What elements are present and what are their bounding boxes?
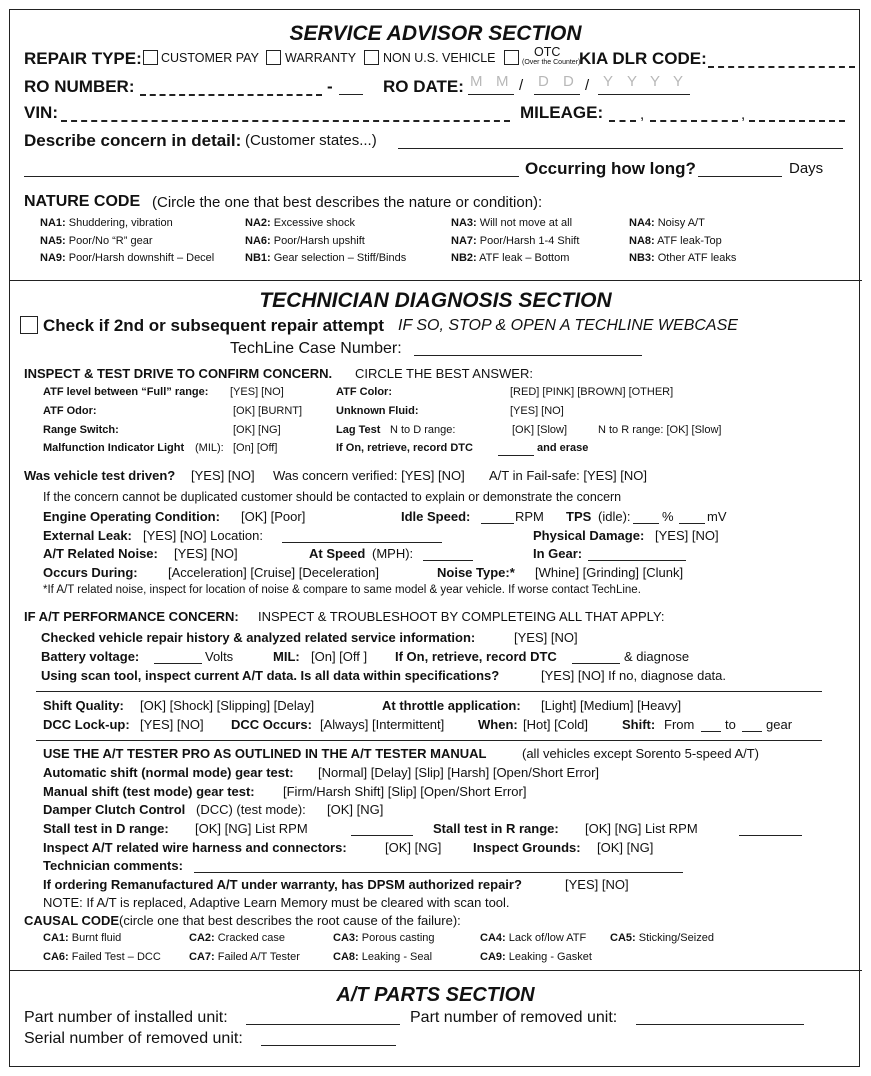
case-number-field[interactable]	[414, 355, 642, 356]
causal-code-label: CAUSAL CODE	[24, 913, 120, 928]
describe-concern-hint: (Customer states...)	[245, 132, 377, 149]
nature-code-text: Gear selection – Stiff/Binds	[273, 252, 407, 264]
tps-mv-field[interactable]	[679, 523, 705, 524]
mil-erase-label: and erase	[537, 442, 589, 454]
nature-code-item[interactable]	[451, 236, 579, 247]
damper-paren: (DCC) (test mode):	[196, 802, 306, 817]
tech-comments-field[interactable]	[194, 872, 683, 873]
days-label: Days	[789, 160, 824, 177]
auto-shift-options[interactable]: [Normal] [Delay] [Slip] [Harsh] [Open/Short Error]	[318, 765, 600, 780]
idle-speed-unit: RPM	[515, 509, 544, 524]
mil2-retrieve-label: If On, retrieve, record DTC	[395, 649, 557, 664]
nature-code-item[interactable]	[40, 218, 173, 229]
stall-r-label: Stall test in R range:	[433, 821, 559, 836]
causal-code-item[interactable]	[480, 933, 586, 944]
nature-code: NA8:	[629, 235, 655, 247]
nature-code: NB1:	[245, 252, 271, 264]
occurring-days-field[interactable]	[698, 176, 782, 177]
causal-code-item[interactable]	[189, 933, 285, 944]
manual-shift-options[interactable]: [Firm/Harsh Shift] [Slip] [Open/Short Error]	[283, 784, 527, 799]
noise-type-label: Noise Type:*	[437, 565, 515, 580]
shift-quality-options[interactable]: [OK] [Shock] [Slipping] [Delay]	[140, 698, 315, 713]
mil-paren: (MIL):	[195, 442, 224, 454]
nature-code-text: Poor/Harsh upshift	[273, 235, 365, 247]
mil-label: Malfunction Indicator Light	[43, 442, 185, 454]
stall-r-rpm-field[interactable]	[739, 835, 802, 836]
causal-code-item[interactable]	[480, 952, 592, 963]
reman-options[interactable]: [YES] [NO]	[565, 877, 629, 892]
nature-code-item[interactable]	[451, 218, 572, 229]
nature-code-text: Other ATF leaks	[657, 252, 737, 264]
lag-test-n-to-d: N to D range:	[390, 424, 456, 436]
dcc-occurs-label: DCC Occurs:	[231, 717, 312, 732]
shift-quality-label: Shift Quality:	[43, 698, 124, 713]
unknown-fluid-label: Unknown Fluid:	[336, 405, 419, 417]
test-driven-options[interactable]: [YES] [NO]	[191, 468, 255, 483]
ro-number-dash: -	[327, 77, 333, 96]
tech-comments-label: Technician comments:	[43, 858, 183, 873]
noise-footnote: *If A/T related noise, inspect for location of noise & compare to same model & year vehicle. If worse contact TechLine.	[43, 584, 641, 596]
repair-type-label: REPAIR TYPE:	[24, 49, 142, 68]
causal-code-text: Sticking/Seized	[638, 932, 714, 944]
mil2-diagnose: & diagnose	[624, 649, 690, 664]
second-attempt-label: Check if 2nd or subsequent repair attempt	[43, 316, 385, 335]
ro-date-day-2: D	[563, 73, 574, 90]
nature-code: NB3:	[629, 252, 655, 264]
nature-code-item[interactable]	[629, 236, 722, 247]
tps-percent-field[interactable]	[633, 523, 659, 524]
external-leak-location-field[interactable]	[282, 542, 442, 543]
concern-verified[interactable]: Was concern verified: [YES] [NO]	[273, 468, 465, 483]
grounds-options[interactable]: [OK] [NG]	[597, 840, 654, 855]
nature-code-text: Poor/Harsh 1-4 Shift	[479, 235, 580, 247]
causal-code-hint: (circle one that best describes the root cause of the failure):	[119, 913, 461, 928]
mileage-field-2[interactable]	[650, 120, 738, 122]
duplicate-note: If the concern cannot be duplicated customer should be contacted to explain or demonstrate the concern	[43, 490, 622, 504]
harness-options[interactable]: [OK] [NG]	[385, 840, 442, 855]
nature-code-text: Poor/No “R” gear	[68, 235, 153, 247]
parts-title: A/T PARTS SECTION	[336, 984, 535, 1006]
ro-date-day-1: D	[538, 73, 549, 90]
tps-paren: (idle):	[598, 509, 631, 524]
mileage-sep: ,	[640, 106, 645, 123]
kia-dlr-code-label: KIA DLR CODE:	[579, 49, 707, 68]
mil2-label: MIL:	[273, 649, 300, 664]
tps-mv-unit: mV	[707, 509, 727, 524]
divider-line	[36, 740, 822, 741]
tester-heading: USE THE A/T TESTER PRO AS OUTLINED IN THE A/T TESTER MANUAL	[43, 746, 487, 761]
ro-date-month-2: M	[496, 73, 509, 90]
stall-d-label: Stall test in D range:	[43, 821, 169, 836]
causal-code-item[interactable]	[333, 933, 435, 944]
nature-code-item[interactable]	[245, 253, 406, 264]
mileage-sep: ,	[741, 106, 746, 123]
at-speed-label: At Speed	[309, 546, 366, 561]
section-divider	[9, 970, 862, 971]
external-leak-options[interactable]: [YES] [NO] Location:	[143, 528, 263, 543]
nature-code-label: NATURE CODE	[24, 193, 141, 210]
causal-code-text: Failed A/T Tester	[217, 951, 300, 963]
ro-date-sep: /	[585, 77, 590, 94]
shift-gear: gear	[766, 717, 793, 732]
nature-code-text: Poor/Harsh downshift – Decel	[68, 252, 215, 264]
case-number-label: TechLine Case Number:	[230, 340, 402, 357]
technician-title: TECHNICIAN DIAGNOSIS SECTION	[259, 289, 612, 312]
otc-checkbox[interactable]	[504, 50, 519, 65]
note: NOTE: If A/T is replaced, Adaptive Learn Memory must be cleared with scan tool.	[43, 895, 510, 910]
causal-code: CA2:	[189, 932, 215, 944]
causal-code: CA8:	[333, 951, 359, 963]
causal-code-item[interactable]	[333, 952, 432, 963]
repair-type-option: OTC	[534, 45, 561, 59]
battery-label: Battery voltage:	[41, 649, 140, 664]
stall-d-rpm-field[interactable]	[351, 835, 413, 836]
mileage-label: MILEAGE:	[520, 103, 604, 122]
damper-label: Damper Clutch Control	[43, 802, 186, 817]
in-gear-label: In Gear:	[533, 546, 583, 561]
causal-code-text: Porous casting	[361, 932, 435, 944]
physical-damage-label: Physical Damage:	[533, 528, 645, 543]
nature-code-item[interactable]	[629, 253, 736, 264]
reman-label: If ordering Remanufactured A/T under warranty, has DPSM authorized repair?	[43, 877, 522, 892]
dcc-lockup-label: DCC Lock-up:	[43, 717, 130, 732]
causal-code-text: Failed Test – DCC	[71, 951, 161, 963]
nature-code: NA2:	[245, 217, 271, 229]
atf-level-label: ATF level between “Full” range:	[43, 386, 209, 398]
otc-note: (Over the Counter)	[522, 59, 581, 66]
ro-date-year-2: Y	[627, 73, 638, 90]
installed-label: Part number of installed unit:	[24, 1009, 228, 1026]
engine-condition-options[interactable]: [OK] [Poor]	[241, 509, 306, 524]
vin-label: VIN:	[24, 103, 58, 122]
history-options[interactable]: [YES] [NO]	[514, 630, 578, 645]
nature-code-item[interactable]	[245, 218, 355, 229]
causal-code-item[interactable]	[189, 952, 300, 963]
customer-pay-checkbox[interactable]	[143, 50, 158, 65]
nature-code: NA4:	[629, 217, 655, 229]
causal-code: CA9:	[480, 951, 506, 963]
causal-code-text: Lack of/low ATF	[508, 932, 587, 944]
causal-code: CA4:	[480, 932, 506, 944]
stall-r-options[interactable]: [OK] [NG] List RPM	[585, 821, 698, 836]
battery-field[interactable]	[154, 663, 202, 664]
stall-d-options[interactable]: [OK] [NG] List RPM	[195, 821, 308, 836]
ro-date-label: RO DATE:	[383, 77, 464, 96]
lag-test-n-to-r[interactable]: N to R range: [OK] [Slow]	[598, 424, 722, 436]
failsafe[interactable]: A/T in Fail-safe: [YES] [NO]	[489, 468, 647, 483]
lag-test-n-to-d-options[interactable]: [OK] [Slow]	[512, 424, 568, 436]
nature-code: NA5:	[40, 235, 66, 247]
nature-code-text: Will not move at all	[479, 217, 573, 229]
shift-from: From	[664, 717, 695, 732]
second-attempt-note: IF SO, STOP & OPEN A TECHLINE WEBCASE	[398, 317, 738, 334]
perf-heading-note: INSPECT & TROUBLESHOOT BY COMPLETEING ALL THAT APPLY:	[258, 609, 665, 624]
damper-options[interactable]: [OK] [NG]	[327, 802, 384, 817]
when-label: When:	[478, 717, 518, 732]
in-gear-field[interactable]	[588, 560, 686, 561]
manual-shift-label: Manual shift (test mode) gear test:	[43, 784, 255, 799]
shift-from-field[interactable]	[701, 731, 721, 732]
ro-date-year-field[interactable]	[598, 94, 690, 95]
ro-number-label: RO NUMBER:	[24, 77, 135, 96]
nature-code-item[interactable]	[451, 253, 569, 264]
causal-code: CA5:	[610, 932, 636, 944]
ro-date-year-3: Y	[650, 73, 661, 90]
service-advisor-title: SERVICE ADVISOR SECTION	[289, 22, 582, 45]
noise-label: A/T Related Noise:	[43, 546, 158, 561]
causal-code: CA6:	[43, 951, 69, 963]
nature-code-text: ATF leak-Top	[657, 235, 722, 247]
physical-damage-options[interactable]: [YES] [NO]	[655, 528, 719, 543]
atf-odor-label: ATF Odor:	[43, 405, 97, 417]
divider-line	[36, 691, 822, 692]
mileage-field-1[interactable]	[609, 120, 636, 122]
at-speed-field[interactable]	[423, 560, 473, 561]
external-leak-label: External Leak:	[43, 528, 132, 543]
battery-unit: Volts	[205, 649, 234, 664]
scan-tool-options[interactable]: [YES] [NO] If no, diagnose data.	[541, 668, 726, 683]
causal-code-text: Burnt fluid	[71, 932, 122, 944]
mil-options[interactable]: [On] [Off]	[233, 442, 278, 454]
nature-code-text: ATF leak – Bottom	[479, 252, 570, 264]
nature-code-item[interactable]	[40, 253, 214, 264]
noise-type-options[interactable]: [Whine] [Grinding] [Clunk]	[535, 565, 684, 580]
shift-to: to	[725, 717, 736, 732]
ro-date-sep: /	[519, 77, 524, 94]
describe-concern-field-2[interactable]	[24, 176, 519, 177]
tps-label: TPS	[566, 509, 592, 524]
nature-code-text: Shuddering, vibration	[68, 217, 173, 229]
nature-code: NA7:	[451, 235, 477, 247]
nature-code-text: Excessive shock	[273, 217, 356, 229]
causal-code-text: Leaking - Seal	[361, 951, 433, 963]
repair-type-option: CUSTOMER PAY	[161, 51, 259, 65]
causal-code-item[interactable]	[43, 933, 121, 944]
nature-code-item[interactable]	[245, 236, 365, 247]
section-divider	[9, 280, 862, 281]
removed-field[interactable]	[636, 1024, 804, 1025]
idle-speed-field[interactable]	[481, 523, 514, 524]
causal-code-text: Cracked case	[217, 932, 285, 944]
nature-code: NA6:	[245, 235, 271, 247]
kia-dlr-code-field[interactable]	[708, 66, 855, 68]
auto-shift-label: Automatic shift (normal mode) gear test:	[43, 765, 294, 780]
throttle-options[interactable]: [Light] [Medium] [Heavy]	[541, 698, 682, 713]
nature-code: NB2:	[451, 252, 477, 264]
shift-label: Shift:	[622, 717, 656, 732]
history-label: Checked vehicle repair history & analyzed related service information:	[41, 630, 476, 645]
ro-date-year-1: Y	[603, 73, 614, 90]
causal-code: CA3:	[333, 932, 359, 944]
range-switch-label: Range Switch:	[43, 424, 119, 436]
lag-test-label: Lag Test	[336, 424, 381, 436]
atf-color-label: ATF Color:	[336, 386, 393, 398]
occurs-during-label: Occurs During:	[43, 565, 138, 580]
mileage-field-3[interactable]	[749, 120, 845, 122]
nature-code: NA1:	[40, 217, 66, 229]
second-attempt-checkbox[interactable]	[20, 316, 38, 334]
nature-code: NA9:	[40, 252, 66, 264]
installed-field[interactable]	[246, 1024, 400, 1025]
repair-type-option: WARRANTY	[285, 51, 357, 65]
dcc-occurs-options[interactable]: [Always] [Intermittent]	[320, 717, 445, 732]
causal-code: CA1:	[43, 932, 69, 944]
vin-field[interactable]	[61, 120, 510, 122]
non-us-vehicle-checkbox[interactable]	[364, 50, 379, 65]
atf-level-options[interactable]: [YES] [NO]	[230, 386, 284, 398]
when-options[interactable]: [Hot] [Cold]	[523, 717, 589, 732]
ro-date-day-field[interactable]	[534, 94, 580, 95]
noise-options[interactable]: [YES] [NO]	[174, 546, 238, 561]
describe-concern-label: Describe concern in detail:	[24, 131, 242, 150]
test-driven-label: Was vehicle test driven?	[24, 468, 176, 483]
engine-condition-label: Engine Operating Condition:	[43, 509, 220, 524]
nature-code-item[interactable]	[629, 218, 705, 229]
serial-label: Serial number of removed unit:	[24, 1030, 243, 1047]
nature-code: NA3:	[451, 217, 477, 229]
serial-field[interactable]	[261, 1045, 396, 1046]
range-switch-options[interactable]: [OK] [NG]	[233, 424, 281, 436]
ro-number-suffix-field[interactable]	[339, 94, 363, 95]
scan-tool-label: Using scan tool, inspect current A/T data. Is all data within specifications?	[41, 668, 500, 683]
causal-code-item[interactable]	[43, 952, 161, 963]
inspect-heading-note: CIRCLE THE BEST ANSWER:	[355, 366, 533, 381]
tps-percent-unit: %	[662, 509, 674, 524]
atf-color-options[interactable]: [RED] [PINK] [BROWN] [OTHER]	[510, 386, 674, 398]
ro-date-month-field[interactable]	[468, 94, 514, 95]
ro-number-field[interactable]	[140, 94, 322, 96]
mil-dtc-field[interactable]	[498, 455, 534, 456]
occurs-during-options[interactable]: [Acceleration] [Cruise] [Deceleration]	[168, 565, 379, 580]
mil2-options[interactable]: [On] [Off ]	[311, 649, 368, 664]
atf-odor-options[interactable]: [OK] [BURNT]	[233, 405, 303, 417]
causal-code-item[interactable]	[610, 933, 714, 944]
dcc-lockup-options[interactable]: [YES] [NO]	[140, 717, 204, 732]
removed-label: Part number of removed unit:	[410, 1009, 618, 1026]
occurring-label: Occurring how long?	[525, 159, 696, 178]
shift-to-field[interactable]	[742, 731, 762, 732]
warranty-checkbox[interactable]	[266, 50, 281, 65]
causal-code-text: Leaking - Gasket	[508, 951, 592, 963]
causal-code: CA7:	[189, 951, 215, 963]
idle-speed-label: Idle Speed:	[401, 509, 471, 524]
grounds-label: Inspect Grounds:	[473, 840, 581, 855]
harness-label: Inspect A/T related wire harness and connectors:	[43, 840, 347, 855]
throttle-label: At throttle application:	[382, 698, 521, 713]
unknown-fluid-options[interactable]: [YES] [NO]	[510, 405, 564, 417]
repair-type-option: NON U.S. VEHICLE	[383, 51, 496, 65]
perf-heading: IF A/T PERFORMANCE CONCERN:	[24, 609, 239, 624]
mil2-dtc-field[interactable]	[572, 663, 620, 664]
at-speed-unit: (MPH):	[372, 546, 414, 561]
nature-code-text: Noisy A/T	[657, 217, 705, 229]
nature-code-item[interactable]	[40, 236, 153, 247]
nature-code-hint: (Circle the one that best describes the nature or condition):	[152, 194, 543, 211]
mil-retrieve-label: If On, retrieve, record DTC	[336, 442, 473, 454]
tester-heading-note: (all vehicles except Sorento 5-speed A/T)	[522, 746, 760, 761]
describe-concern-field[interactable]	[398, 148, 843, 149]
ro-date-year-4: Y	[673, 73, 684, 90]
inspect-heading: INSPECT & TEST DRIVE TO CONFIRM CONCERN.	[24, 366, 333, 381]
ro-date-month-1: M	[470, 73, 483, 90]
